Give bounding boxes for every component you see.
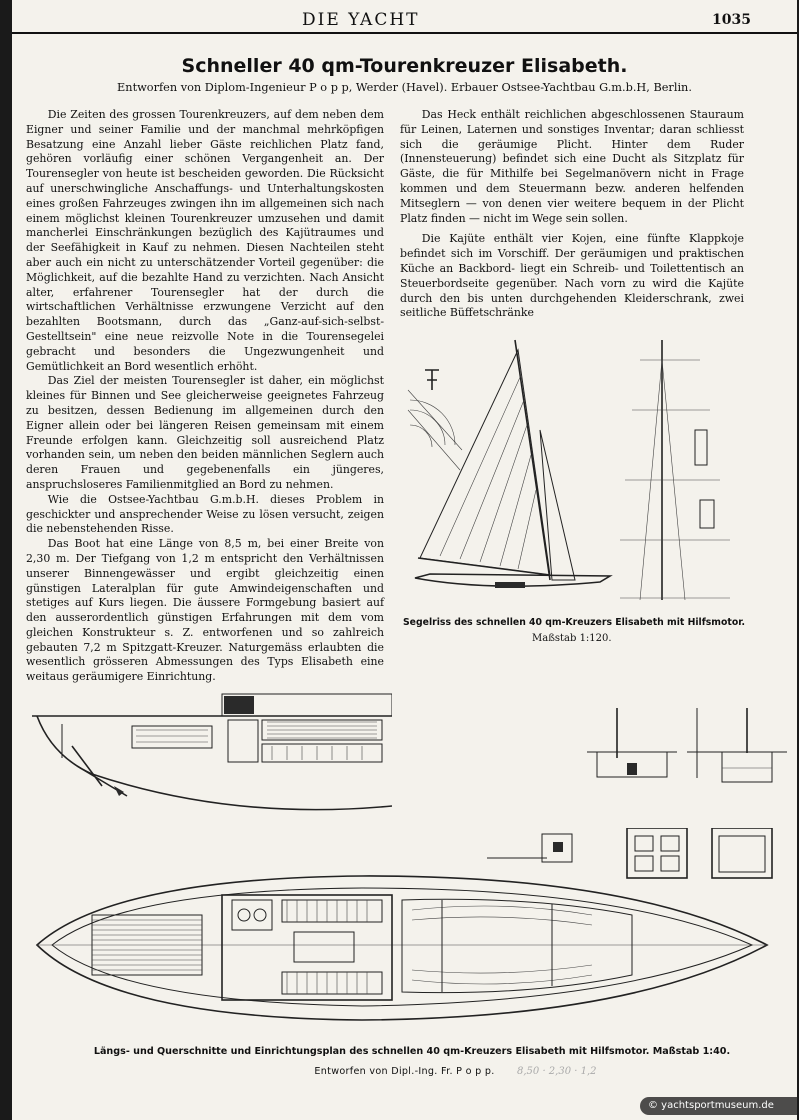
paragraph: Die Zeiten des grossen Tourenkreuzers, auf dem neben dem Eigner und seiner Familie und der manchmal mehrköpfigen Besatzung eine Anzahl lieber Gäste reichlichen Platz fand, gehören vorläufig einer schönen Vergangenheit an. Der Tourensegler von heute ist bescheiden geworden. Die Rücksicht auf unerschwingliche Anschaffungs- und Unterhaltungskosten eines großen Fahrzeuges zwingen ihn im allgemeinen sich nach einem möglichst kleinen Tourenkreuzer umzusehen und damit mancherlei Einschränkungen bezüglich des Kajütraumes und der Seefähigkeit in Kauf zu nehmen. Diesen Nachteilen steht aber auch ein nicht zu unterschätzender Vorteil gegenüber: die Möglichkeit, auf die bezahlte Hand zu verzichten. Nach Ansicht alter, erfahrener Tourensegler hat der durch die wirtschaftlichen Verhältnisse erzwungene Verzicht auf den bezahlten Bootsmann, durch das „Ganz-auf-sich-selbst-Gestelltsein" eine neue reizvolle Note in die Tourensegelei gebracht und besonders die Ungezwungenheit und Gemütlichkeit an Bord wesentlich erhöht.: [26, 108, 384, 373]
boom: [418, 558, 550, 575]
page-number: 1035: [712, 12, 751, 28]
right-text-column: [400, 108, 744, 327]
plan-credit: Entworfen von Dipl.-Ing. Fr. P o p p.: [314, 1066, 495, 1077]
paragraph: Das Heck enthält reichlichen abgeschlossenen Stauraum für Leinen, Laternen und sonstiges Inventar; daran schliesst sich die geräumige Plicht. Hinter dem Ruder (Innensteuerung) befindet sich eine Ducht als Sitzplatz für Gäste, die für Mithilfe bei Segelmanövern nicht in Frage kommen und dem Steuermann bezw. anderen helfenden Mitseglern — von denen vier weitere bequem in der Plicht Platz finden — nicht im Wege sein sollen.: [400, 108, 744, 225]
section-detail: [408, 370, 462, 470]
journal-title: DIE YACHT: [302, 10, 420, 30]
rigging-detail: [620, 340, 730, 600]
magazine-page: [12, 0, 797, 1120]
plan-caption: Längs- und Querschnitte und Einrichtungsplan des schnellen 40 qm-Kreuzers Elisabeth mit Hilfsmotor. Maßstab 1:40.: [93, 1046, 731, 1057]
sail-plan-caption: Segelriss des schnellen 40 qm-Kreuzers Elisabeth mit Hilfsmotor.: [402, 617, 745, 628]
article-title: Schneller 40 qm-Tourenkreuzer Elisabeth.: [181, 55, 628, 77]
article-byline: Entworfen von Diplom-Ingenieur P o p p, Werder (Havel). Erbauer Ostsee-Yachtbau G.m.b.H, Berlin.: [117, 81, 692, 94]
mainsail: [420, 350, 550, 575]
cabin-interior: [132, 720, 382, 762]
cabin-layout: [222, 895, 392, 1000]
jib: [540, 430, 575, 580]
paragraph: Das Boot hat eine Länge von 8,5 m, bei einer Breite von 2,30 m. Der Tiefgang von 1,2 m entspricht den Verhältnissen unserer Binnengewässer und ergibt gleichzeitig einen günstigen Lateralplan für gute Amwindeigenschaften und stetiges auf Kurs liegen. Die äussere Formgebung basiert auf den ausserordentlich günstigen Erfahrungen mit dem vom gleichen Konstrukteur s. Z. entworfenen und so zahlreich gebauten 7,2 m Spitzgatt-Kreuzer. Naturgemäss erlaubten die wesentlich grösseren Abmessungen des Typs Elisabeth eine weitaus geräumigere Einrichtung.: [26, 537, 384, 684]
paragraph: Die Kajüte enthält vier Kojen, eine fünfte Klappkoje befindet sich im Vorschiff. Der geräumigen und praktischen Küche an Backbord- liegt ein Schreib- und Toilettentisch an Steuerbordseite gegenüber. Nach vorn zu wird die Kajüte durch den bis unten durchgehenden Kleiderschrank, zwei seitliche Büffetschränke: [400, 232, 744, 320]
longitudinal-section-drawing: [32, 686, 392, 836]
rudder-and-tiller: [62, 724, 127, 796]
left-text-column: [26, 108, 384, 685]
pencil-annotation: 8,50 · 2,30 · 1,2: [517, 1066, 597, 1077]
sail-plan-drawing: [400, 330, 745, 612]
paragraph: Wie die Ostsee-Yachtbau G.m.b.H. dieses Problem in geschickter und ansprechender Weise zu lösen versucht, zeigen die nebenstehenden Risse.: [26, 492, 384, 536]
running-head: [12, 8, 797, 34]
copyright-watermark: © yachtsportmuseum.de: [640, 1097, 797, 1115]
sail-plan-scale: Maßstab 1:120.: [532, 633, 612, 644]
accommodation-plan-drawing: [32, 870, 772, 1025]
paragraph: Das Ziel der meisten Tourensegler ist daher, ein möglichst kleines für Binnen und See gleicherweise geeignetes Fahrzeug zu besitzen, dessen Bedienung im allgemeinen durch den Eigner allein oder bei längeren Reisen gemeinsam mit einem Freunde erfolgen kann. Gleichzeitig soll ausreichend Platz vorhanden sein, um neben den beiden männlichen Seglern auch deren Frauen und gegebenenfalls ein jüngeres, anspruchsloseres Familienmitglied an Bord zu nehmen.: [26, 374, 384, 491]
cross-section-drawing: [587, 708, 787, 828]
forecabin: [402, 899, 632, 992]
